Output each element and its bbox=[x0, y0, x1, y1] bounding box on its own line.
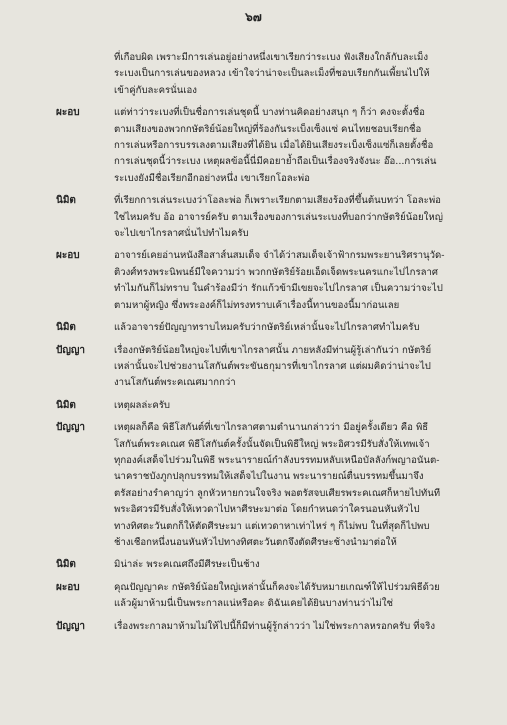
dialogue-entry bbox=[56, 580, 501, 613]
speaker-name: นิมิต bbox=[56, 399, 76, 411]
dialogue-entry bbox=[56, 320, 501, 336]
dialogue-entry bbox=[56, 619, 501, 635]
dialogue-text: คุณปัญญาคะ กษัตริย์น้อยใหญ่เหล่านั้นก็คงจะได้รับหมายเกณฑ์ให้ไปร่วมพิธีด้วย แล้วผู้มาห้ามนี่เป็นพระกาลแน่หรือคะ ดิฉันเคยได้ยินบางท่านว่าไม่ใช่ bbox=[114, 581, 440, 610]
speaker-name: ปัญญา bbox=[56, 344, 86, 356]
speaker-name: ปัญญา bbox=[56, 422, 86, 434]
dialogue-entry bbox=[56, 50, 501, 99]
dialogue-entry bbox=[56, 248, 501, 314]
dialogue-text: เหตุผลก็คือ พิธีโสกันต์ที่เขาไกรลาศตามตำนานกล่าวว่า มีอยู่ครั้งเดียว คือ พิธี โสกันต์พระคเณศ พิธีโสกันต์ครั้งนั้นจัดเป็นพิธีใหญ่ พระอิศวรมีรับสั่งให้เทพเจ้า ทุกองค์เสด็จไปร่วมในพิธี พระนารายณ์กำลังบรรทมหลับเหนือบัลลังก์พญาอนันต- นาคราชบังภูกปลุกบรรทมให้เสด็จไปในงาน พระนารายณ์ตื่นบรรทมขึ้นมาจึง ตรัสอย่างรำคาญว่า ลูกหัวหายกวนใจจริง พอตรัสจบเศียรพระคเณศก็หายไปทันที พระอิศวรมีรับสั่งให้เทวดาไปหาศีรษะมาต่อ โดยกำหนดว่าใครนอนหันหัวไป ทางทิศตะวันตกก็ให้ตัดศีรษะมา แต่เทวดาหาเท่าไหร่ ๆ ก็ไม่พบ ในที่สุดก็ไปพบ ช้างเชือกหนึ่งนอนหันหัวไปทางทิศตะวันตกจึงตัดศีรษะช้างนำมาต่อให้ bbox=[114, 422, 441, 548]
dialogue-text: อาจารย์เคยอ่านหนังสือสาส์นสมเด็จ จำได้ว่าสมเด็จเจ้าฟ้ากรมพระยานริศรานุวัด- ติวงศ์ทรงพระนิพนธ์มีใจความว่า พวกกษัตริย์ร้อยเอ็ดเจ็ดพระนครแกะไปไกรลาศ ทำไมกันก็ไม่ทราบ ในคำร้องมีว่า รักแก้วข้ามีเขยจะไปไกรลาศ เป็นความว่าจะไป ตามหาผู้หญิง ซึ่งพระองค์ก็ไม่ทรงทราบเค้าเรื่องนี้ทานของนี้มาก่อนเลย bbox=[114, 250, 445, 311]
dialogue-entry bbox=[56, 193, 501, 242]
page-number: ๖๗ bbox=[245, 10, 262, 24]
dialogue-entry bbox=[56, 105, 501, 187]
dialogue-text: ที่เรียกการเล่นระเบงว่าโอละพ่อ ก็เพราะเรียกตามเสียงร้องที่ขึ้นต้นบทว่า โอละพ่อ ใช่ไหมครับ อ้อ อาจารย์ครับ ตามเรื่องของการเล่นระเบงที่บอกว่ากษัตริย์น้อยใหญ่ จะไปเขาไกรลาศนั่นไปทำไมครับ bbox=[114, 195, 443, 240]
dialogue-text: มิน่าล่ะ พระคเณศถึงมีศีรษะเป็นช้าง bbox=[114, 559, 260, 571]
dialogue-entry bbox=[56, 398, 501, 414]
dialogue-entry bbox=[56, 420, 501, 551]
speaker-name: ผะอบ bbox=[56, 107, 80, 119]
dialogue-entry bbox=[56, 557, 501, 573]
dialogue-text: ที่เกือบผิด เพราะมีการเล่นอยู่อย่างหนึ่งเขาเรียกว่าระเบง ฟังเสียงใกล้กับละเม็ง ระเบงเป็นการเล่นของหลวง เข้าใจว่าน่าจะเป็นละเม็งที่ชอบเรียกกันเพี้ยนไปให้ เข้าคู่กับละครนั่นเอง bbox=[114, 52, 430, 96]
speaker-name: ผะอบ bbox=[56, 581, 80, 593]
speaker-name: ผะอบ bbox=[56, 250, 80, 262]
dialogue-text: เรื่องกษัตริย์น้อยใหญ่จะไปที่เขาไกรลาศนั้น ภายหลังมีท่านผู้รู้เล่ากันว่า กษัตริย์ เหล่านั้นจะไปช่วยงานโสกันต์พระขันธกุมารที่เขาไกรลาศ แต่ผมคิดว่าน่าจะไป งานโสกันต์พระคเณศมากกว่า bbox=[114, 344, 432, 389]
speaker-name bbox=[56, 50, 114, 99]
speaker-name: ปัญญา bbox=[56, 620, 86, 632]
speaker-name: นิมิต bbox=[56, 322, 76, 334]
dialogue-text: แต่ท่าว่าระเบงที่เป็นชื่อการเล่นชุดนี้ บางท่านคิดอย่างสนุก ๆ ก็ว่า คงจะตั้งชื่อ ตามเสียงของพวกกษัตริย์น้อยใหญ่ที่ร้องกันระเบ็งเซ็งแซ่ คนไทยชอบเรียกชื่อ การเล่นหรือการบรรเลงตามเสียงที่ได้ยิน เมื่อได้ยินเสียงระเบ็งเซ็งแซ่ก็เลยตั้งชื่อ การเล่นชุดนี้ว่าระเบง เหตุผลข้อนี้นี่มีคอยาย้ำถือเป็นเรื่องจริงจังนะ อ๊อ...การเล่น ระเบงยังมีชื่อเรียกอีกอย่างหนึ่ง เขาเรียกโอละพ่อ bbox=[114, 107, 437, 184]
speaker-name: นิมิต bbox=[56, 195, 76, 207]
speaker-name: นิมิต bbox=[56, 559, 76, 571]
dialogue-text: เหตุผลล่ะครับ bbox=[114, 399, 171, 411]
dialogue-text: แล้วอาจารย์ปัญญาทราบไหมครับว่ากษัตริย์เหล่านั้นจะไปไกรลาศทำไมครับ bbox=[114, 322, 420, 334]
dialogue-content bbox=[56, 50, 501, 641]
dialogue-entry bbox=[56, 343, 501, 392]
dialogue-text: เรื่องพระกาลมาห้ามไม่ให้ไปนี้ก็มีท่านผู้รู้กล่าวว่า ไม่ใช่พระกาลหรอกครับ ที่จริง bbox=[114, 620, 436, 632]
